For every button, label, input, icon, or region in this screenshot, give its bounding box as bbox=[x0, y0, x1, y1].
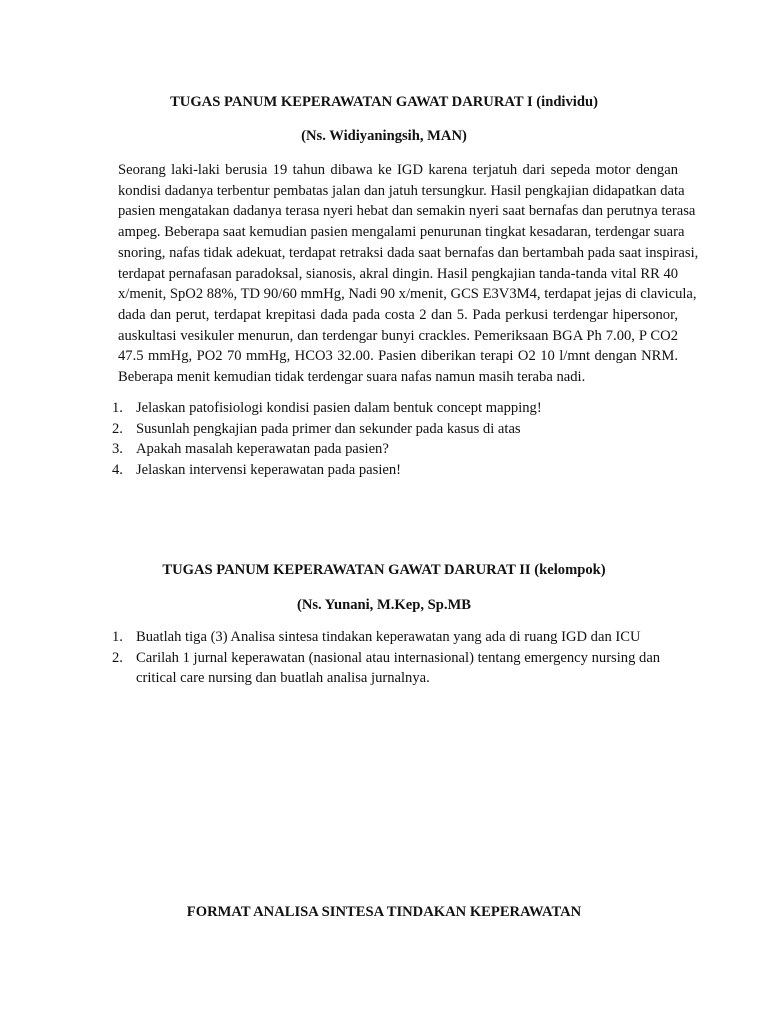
list-text: Susunlah pengkajian pada primer dan sekunder pada kasus di atas bbox=[136, 420, 521, 437]
case-line: x/menit, SpO2 88%, TD 90/60 mmHg, Nadi 90 x/menit, GCS E3V3M4, terdapat jejas di clavicula, bbox=[118, 286, 697, 303]
list-number: 3. bbox=[112, 441, 123, 458]
case-line: pasien mengatakan dadanya terasa nyeri hebat dan semakin nyeri saat bernafas dan perutnya terasa bbox=[118, 203, 696, 220]
case-line: snoring, nafas tidak adekuat, terdapat retraksi dada saat bernafas dan bertambah pada saat inspirasi, bbox=[118, 244, 699, 261]
list-number: 2. bbox=[112, 649, 123, 666]
list-text: Apakah masalah keperawatan pada pasien? bbox=[136, 441, 389, 458]
case-line: auskultasi vesikuler menurun, dan terdengar bunyi crackles. Pemeriksaan BGA Ph 7.00, P CO2 bbox=[118, 327, 678, 344]
case-paragraph bbox=[118, 160, 699, 388]
list-number: 2. bbox=[112, 420, 123, 437]
list-text: Buatlah tiga (3) Analisa sintesa tindakan keperawatan yang ada di ruang IGD dan ICU bbox=[136, 629, 641, 645]
list-item bbox=[0, 439, 678, 460]
list-item bbox=[0, 419, 678, 440]
case-line: 47.5 mmHg, PO2 70 mmHg, HCO3 32.00. Pasien diberikan terapi O2 10 l/mnt dengan NRM. bbox=[118, 348, 678, 365]
list-number: 1. bbox=[112, 400, 123, 416]
list-item bbox=[0, 460, 678, 481]
section2-lecturer: (Ns. Yunani, M.Kep, Sp.MB bbox=[296, 597, 472, 613]
question-list bbox=[0, 398, 678, 481]
case-line: Beberapa menit kemudian tidak terdengar suara nafas namun masih teraba nadi. bbox=[118, 369, 586, 386]
list-text: Jelaskan patofisiologi kondisi pasien dalam bentuk concept mapping! bbox=[136, 400, 542, 416]
case-line: dada dan perut, terdapat krepitasi dada pada costa 2 dan 5. Pada perkusi terdengar hipersonor, bbox=[118, 306, 678, 323]
list-number: 4. bbox=[112, 462, 123, 479]
section1-lecturer: (Ns. Widiyaningsih, MAN) bbox=[301, 128, 467, 144]
section2-title: TUGAS PANUM KEPERAWATAN GAWAT DARURAT II (kelompok) bbox=[162, 562, 606, 578]
list-text-continued: critical care nursing dan buatlah analisa jurnalnya. bbox=[136, 670, 430, 687]
list-text: Carilah 1 jurnal keperawatan (nasional atau internasional) tentang emergency nursing dan bbox=[136, 649, 661, 666]
list-number: 1. bbox=[112, 629, 123, 645]
list-item bbox=[0, 648, 678, 689]
case-line: Seorang laki-laki berusia 19 tahun dibawa ke IGD karena terjatuh dari sepeda motor dengan bbox=[118, 162, 678, 178]
section3-title: FORMAT ANALISA SINTESA TINDAKAN KEPERAWATAN bbox=[186, 904, 582, 920]
list-item bbox=[0, 627, 678, 648]
case-line: kondisi dadanya terbentur pembatas jalan dan jatuh tersungkur. Hasil pengkajian didapatkan data bbox=[118, 182, 685, 199]
list-text: Jelaskan intervensi keperawatan pada pasien! bbox=[136, 462, 402, 479]
case-line: terdapat pernafasan paradoksal, sianosis, akral dingin. Hasil pengkajian tanda-tanda vital RR 40 bbox=[118, 265, 679, 282]
task-list bbox=[0, 627, 678, 689]
section1-title: TUGAS PANUM KEPERAWATAN GAWAT DARURAT I (individu) bbox=[170, 94, 598, 110]
case-line: ampeg. Beberapa saat kemudian pasien mengalami penurunan tingkat kesadaran, terdengar suara bbox=[118, 224, 685, 241]
list-item bbox=[0, 398, 678, 419]
